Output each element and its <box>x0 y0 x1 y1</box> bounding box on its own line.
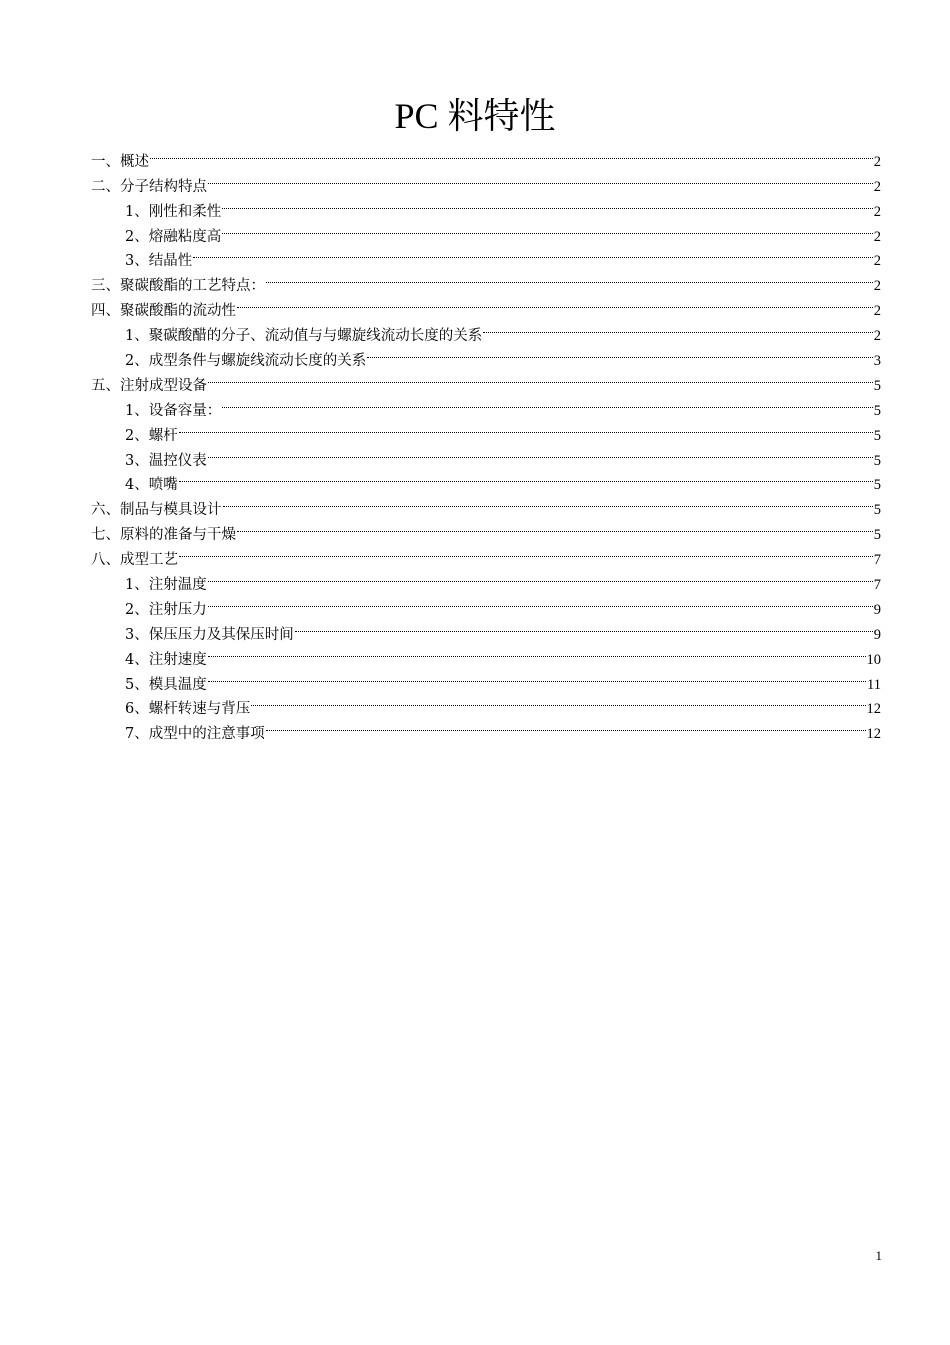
toc-entry-page: 7 <box>873 552 881 569</box>
toc-entry-page: 2 <box>873 303 881 320</box>
toc-entry-title: 七、原料的准备与干燥 <box>91 527 236 544</box>
toc-entry-title: 5、模具温度 <box>125 676 207 693</box>
toc-entry-page: 5 <box>873 452 881 469</box>
toc-entry[interactable] <box>91 639 881 668</box>
toc-dot-leader <box>266 713 866 738</box>
toc-entry-page: 9 <box>873 626 881 643</box>
toc-entry-page: 7 <box>873 577 881 594</box>
toc-entry[interactable] <box>91 365 881 394</box>
toc-entry[interactable] <box>91 589 881 618</box>
toc-entry[interactable] <box>91 166 881 195</box>
toc-entry-title: 1、聚碳酸醋的分子、流动值与与螺旋线流动长度的关系 <box>125 328 483 345</box>
toc-entry-title: 6、螺杆转速与背压 <box>125 701 251 718</box>
toc-entry-title: 1、设备容量： <box>125 402 222 419</box>
toc-entry-page: 5 <box>873 502 881 519</box>
toc-entry[interactable] <box>91 465 881 494</box>
toc-entry[interactable] <box>91 689 881 718</box>
toc-entry-page: 12 <box>866 701 881 718</box>
toc-entry[interactable] <box>91 141 881 170</box>
toc-entry-title: 八、成型工艺 <box>91 552 178 569</box>
toc-dot-leader <box>237 514 873 539</box>
toc-entry-page: 9 <box>873 601 881 618</box>
toc-dot-leader <box>251 689 865 714</box>
toc-dot-leader <box>237 290 873 315</box>
toc-entry-title: 4、喷嘴 <box>125 477 178 494</box>
toc-entry-page: 5 <box>873 402 881 419</box>
toc-entry-title: 六、制品与模具设计 <box>91 502 222 519</box>
toc-entry-title: 3、保压压力及其保压时间 <box>125 626 294 643</box>
toc-entry-page: 2 <box>873 228 881 245</box>
toc-entry-page: 11 <box>867 676 881 693</box>
toc-dot-leader <box>222 216 873 241</box>
toc-entry-page: 10 <box>866 651 881 668</box>
toc-entry-title: 3、温控仪表 <box>125 452 207 469</box>
toc-entry-title: 四、聚碳酸酯的流动性 <box>91 303 236 320</box>
toc-entry[interactable] <box>91 241 881 270</box>
toc-entry-page: 5 <box>873 377 881 394</box>
toc-dot-leader <box>179 415 873 440</box>
toc-dot-leader <box>150 141 873 166</box>
toc-dot-leader <box>208 440 873 465</box>
toc-dot-leader <box>208 589 873 614</box>
toc-entry-page: 2 <box>873 203 881 220</box>
toc-entry-page: 5 <box>873 427 881 444</box>
toc-entry[interactable] <box>91 564 881 594</box>
toc-entry-title: 2、成型条件与螺旋线流动长度的关系 <box>125 353 367 370</box>
toc-entry-title: 一、概述 <box>91 153 149 170</box>
toc-entry-page: 12 <box>866 726 881 743</box>
toc-entry-page: 2 <box>873 178 881 195</box>
toc-entry-page: 2 <box>873 153 881 170</box>
toc-entry[interactable] <box>91 614 881 643</box>
document-title: PC 料特性 <box>394 96 556 136</box>
toc-entry-title: 三、聚碳酸酯的工艺特点： <box>91 278 265 295</box>
toc-entry-title: 二、分子结构特点 <box>91 178 207 195</box>
toc-entry-title: 2、注射压力 <box>125 601 207 618</box>
toc-dot-leader <box>193 241 873 266</box>
toc-entry-title: 2、螺杆 <box>125 427 178 444</box>
toc-dot-leader <box>208 166 873 191</box>
toc-entry[interactable] <box>91 415 881 444</box>
toc-dot-leader <box>222 390 873 415</box>
toc-entry[interactable] <box>91 440 881 469</box>
toc-entry-page: 5 <box>873 477 881 494</box>
toc-dot-leader <box>223 489 873 514</box>
toc-entry-title: 1、注射温度 <box>125 577 207 594</box>
toc-entry-page: 2 <box>873 278 881 295</box>
toc-entry[interactable] <box>91 489 881 519</box>
toc-dot-leader <box>367 340 873 365</box>
page-number: 1 <box>875 1248 882 1263</box>
toc-dot-leader <box>295 614 873 639</box>
toc-entry[interactable] <box>91 390 881 419</box>
toc-entry-title: 2、熔融粘度高 <box>125 228 222 245</box>
toc-dot-leader <box>179 539 873 564</box>
toc-entry-title: 五、注射成型设备 <box>91 377 207 394</box>
toc-dot-leader <box>208 564 873 589</box>
toc-entry-title: 4、注射速度 <box>125 651 207 668</box>
toc-entry[interactable] <box>91 265 881 295</box>
table-of-contents <box>91 141 881 743</box>
toc-dot-leader <box>222 191 873 216</box>
toc-entry-page: 3 <box>873 353 881 370</box>
toc-dot-leader <box>208 639 866 664</box>
toc-entry-page: 2 <box>873 328 881 345</box>
toc-entry-page: 2 <box>873 253 881 270</box>
toc-entry-title: 1、刚性和柔性 <box>125 203 222 220</box>
toc-dot-leader <box>179 465 873 490</box>
toc-dot-leader <box>266 265 873 290</box>
toc-entry[interactable] <box>91 664 881 693</box>
toc-dot-leader <box>483 315 873 340</box>
toc-entry-page: 5 <box>873 527 881 544</box>
toc-entry[interactable] <box>91 539 881 569</box>
toc-dot-leader <box>208 664 866 689</box>
toc-entry-title: 7、成型中的注意事项 <box>125 726 265 743</box>
toc-dot-leader <box>208 365 873 390</box>
toc-entry[interactable] <box>91 191 881 220</box>
toc-entry-title: 3、结晶性 <box>125 253 193 270</box>
